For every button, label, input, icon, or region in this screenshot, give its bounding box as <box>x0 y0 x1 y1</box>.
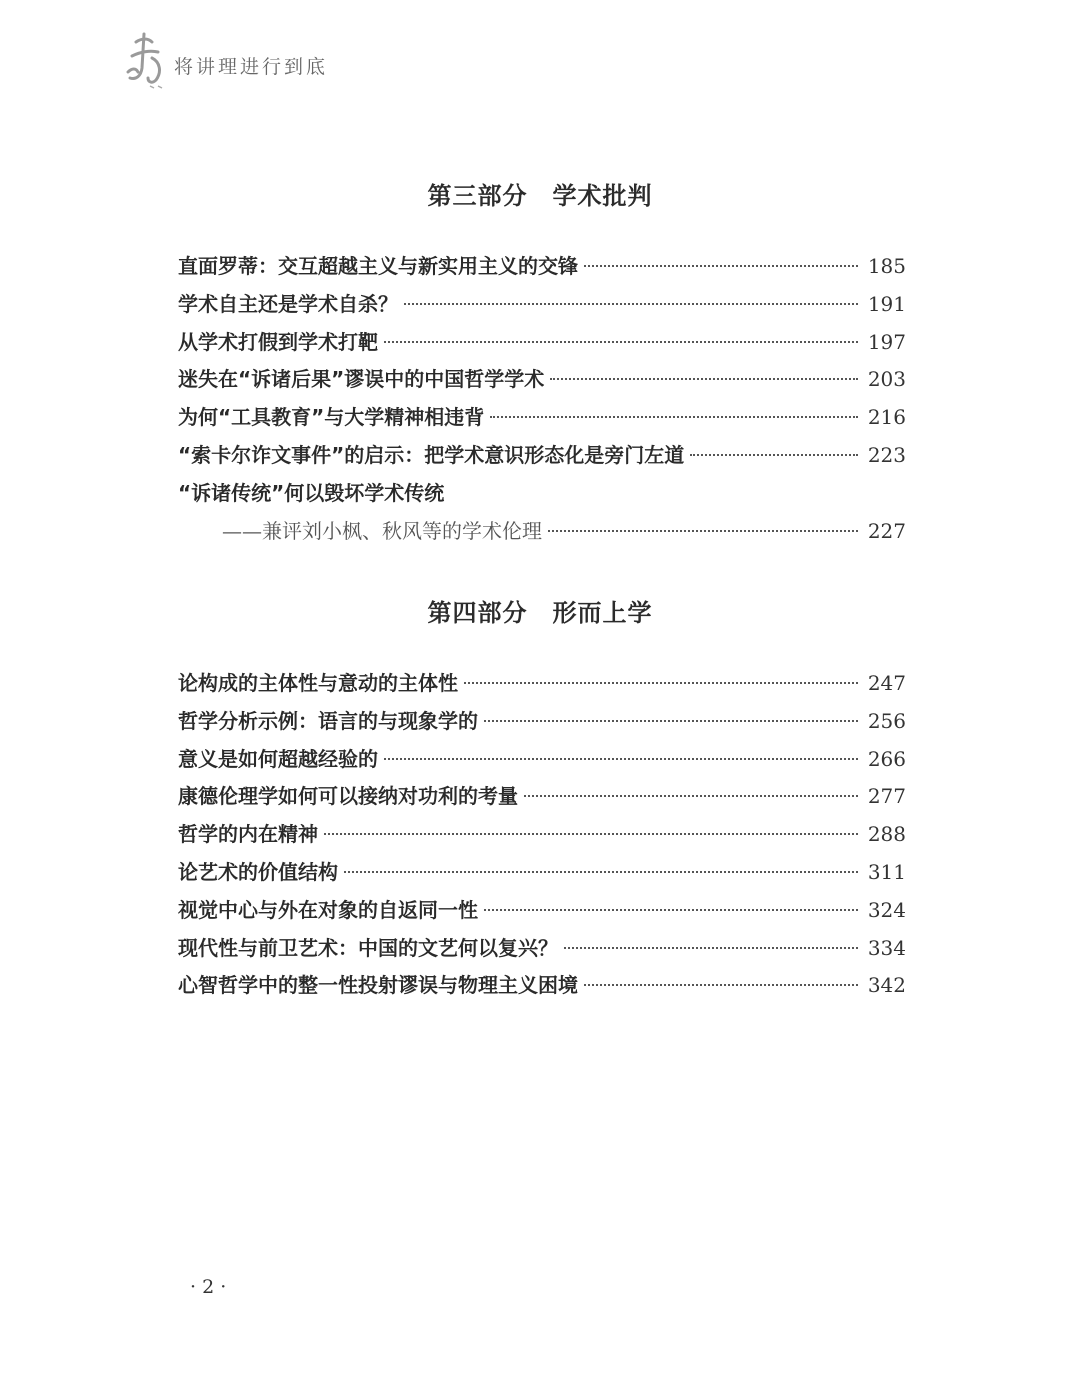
book-header-title: 将讲理进行到底 <box>174 56 329 78</box>
calligraphy-logo-icon <box>122 28 172 92</box>
toc-section-4 <box>178 668 906 1008</box>
toc-entry[interactable]: 论艺术的价值结构 311 <box>178 859 906 884</box>
toc-entry[interactable]: 为何“工具教育”与大学精神相违背 216 <box>178 405 906 430</box>
toc-section-3 <box>178 251 906 553</box>
toc-entry[interactable]: 哲学的内在精神 288 <box>178 822 906 847</box>
toc-entry[interactable]: 现代性与前卫艺术：中国的文艺何以复兴？ 334 <box>178 935 906 960</box>
toc-entry[interactable]: 从学术打假到学术打靶 197 <box>178 329 906 354</box>
section-4-title: 第四部分 形而上学 <box>427 598 653 627</box>
toc-entry[interactable]: 论构成的主体性与意动的主体性 247 <box>178 671 906 695</box>
section-3-title: 第三部分 学术批判 <box>427 181 653 210</box>
toc-entry[interactable]: 迷失在“诉诸后果”谬误中的中国哲学学术 203 <box>178 367 906 392</box>
toc-entry[interactable]: 康德伦理学如何可以接纳对功利的考量 277 <box>178 784 906 809</box>
toc-entry[interactable]: 哲学分析示例：语言的与现象学的 256 <box>178 708 906 733</box>
toc-entry[interactable]: 意义是如何超越经验的 266 <box>178 746 906 771</box>
toc-entry[interactable]: “诉诸传统”何以毁坏学术传统 <box>178 480 445 505</box>
page-number: · 2 · <box>190 1276 227 1298</box>
toc-entry[interactable]: 学术自主还是学术自杀？ 191 <box>178 291 906 316</box>
toc-entry-subtitle[interactable]: ——兼评刘小枫、秋风等的学术伦理 227 <box>222 518 906 543</box>
toc-entry[interactable]: “索卡尔诈文事件”的启示：把学术意识形态化是旁门左道 223 <box>178 442 906 467</box>
toc-entry[interactable]: 心智哲学中的整一性投射谬误与物理主义困境 342 <box>178 973 906 998</box>
toc-entry[interactable]: 视觉中心与外在对象的自返同一性 324 <box>178 897 906 922</box>
toc-entry[interactable]: 直面罗蒂：交互超越主义与新实用主义的交锋 185 <box>178 254 906 278</box>
